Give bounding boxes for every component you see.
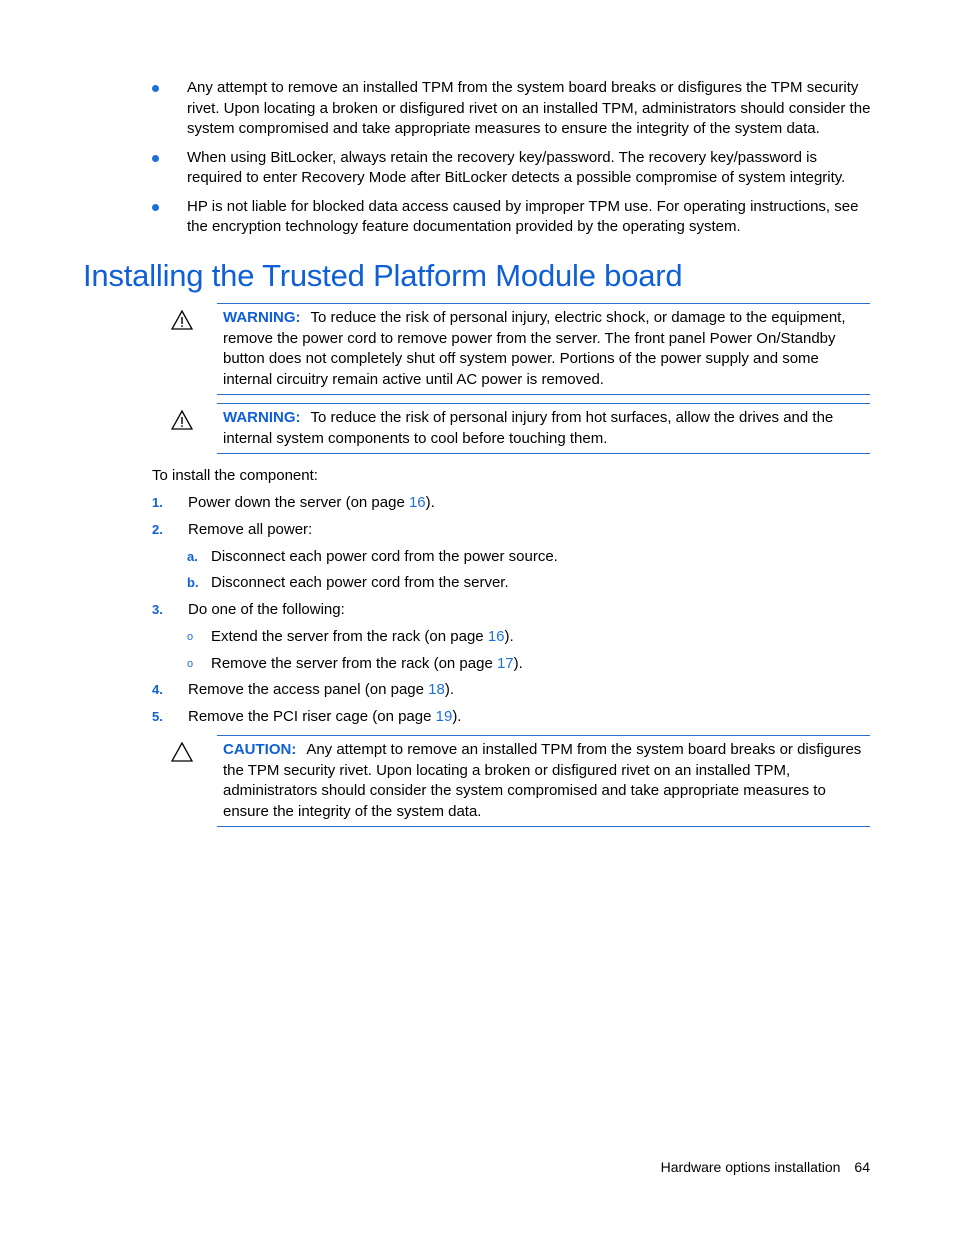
page-link[interactable]: 18 <box>428 681 445 698</box>
warning-triangle-icon <box>171 410 193 430</box>
caution-text: Any attempt to remove an installed TPM from the system board breaks or disfigures the TPM security rivet. Upon locating a broken or disfigured rivet on an installed TPM, administrators should consider the system compromised and take appropriate measures to ensure the integrity of the system data. <box>223 741 862 820</box>
circle-bullet-icon: o <box>187 631 194 643</box>
substep-text: Disconnect each power cord from the server. <box>211 574 509 591</box>
bullet-text: HP is not liable for blocked data access caused by improper TPM use. For operating instructions, see the encryption technology feature documentation provided by the operating system. <box>187 197 859 235</box>
substep-text <box>211 654 523 675</box>
substep-letter: b. <box>187 575 199 590</box>
warning-notice <box>217 403 870 454</box>
substep-text: Disconnect each power cord from the power source. <box>211 548 558 565</box>
bullet-list <box>152 78 874 246</box>
caution-notice <box>217 735 870 827</box>
step-number: 2. <box>152 522 163 537</box>
procedure-intro: To install the component: <box>152 467 318 484</box>
step-number: 5. <box>152 709 163 724</box>
bullet-dot-icon <box>152 85 159 92</box>
step-number: 3. <box>152 602 163 617</box>
warning-triangle-icon <box>171 310 193 330</box>
page-link[interactable]: 16 <box>487 628 505 645</box>
step-text: Do one of the following: <box>188 601 345 618</box>
step-text: Remove all power: <box>188 521 313 538</box>
step-text <box>188 493 435 514</box>
bullet-dot-icon <box>152 155 159 162</box>
substep-letter: a. <box>187 549 198 564</box>
warning-text: To reduce the risk of personal injury from hot surfaces, allow the drives and the internal system components to cool before touching them. <box>223 409 834 447</box>
page-link[interactable]: 16 <box>408 494 426 511</box>
substep-text-post: ). <box>513 655 523 672</box>
list-item <box>152 78 874 140</box>
warning-text: To reduce the risk of personal injury, electric shock, or damage to the equipment, remove the power cord to remove power from the server. The front panel Power On/Standby button does not completely shut off system power. Portions of the power supply and some internal circuitry remain active until AC power is removed. <box>223 309 846 388</box>
step-text-pre: Power down the server (on page <box>188 494 409 511</box>
circle-bullet-icon: o <box>187 658 194 670</box>
footer-page-number: 64 <box>854 1159 870 1175</box>
page-link[interactable]: 19 <box>435 708 453 725</box>
footer-section-title: Hardware options installation <box>660 1159 841 1175</box>
warning-label: WARNING: <box>223 409 301 426</box>
step-text <box>188 707 461 728</box>
step-text-post: ). <box>425 494 435 511</box>
step-number: 4. <box>152 682 163 697</box>
substep-text-pre: Extend the server from the rack (on page <box>211 628 488 645</box>
section-heading: Installing the Trusted Platform Module board <box>83 258 683 293</box>
step-text-post: ). <box>444 681 455 698</box>
caution-label: CAUTION: <box>223 741 297 758</box>
step-text-pre: Remove the PCI riser cage (on page <box>188 708 436 725</box>
bullet-text: Any attempt to remove an installed TPM from the system board breaks or disfigures the TPM security rivet. Upon locating a broken or disfigured rivet on an installed TPM, administrators should consider the system compromised and take appropriate measures to ensure the integrity of the system data. <box>187 79 871 137</box>
bullet-dot-icon <box>152 204 159 211</box>
warning-notice <box>217 303 870 395</box>
step-text-post: ). <box>452 708 462 725</box>
list-item <box>152 197 874 238</box>
step-text <box>188 680 454 701</box>
list-item <box>152 148 874 189</box>
substep-text <box>211 627 514 648</box>
warning-label: WARNING: <box>223 309 301 326</box>
bullet-text: When using BitLocker, always retain the recovery key/password. The recovery key/password is required to enter Recovery Mode after BitLocker detects a possible compromise of system integrity. <box>187 148 846 186</box>
substep-text-post: ). <box>504 628 514 645</box>
page-footer <box>661 1157 870 1178</box>
page-link[interactable]: 17 <box>496 655 514 672</box>
step-number: 1. <box>152 495 163 510</box>
substep-text-pre: Remove the server from the rack (on page <box>211 655 497 672</box>
caution-triangle-icon <box>171 742 193 762</box>
step-text-pre: Remove the access panel (on page <box>188 681 429 698</box>
